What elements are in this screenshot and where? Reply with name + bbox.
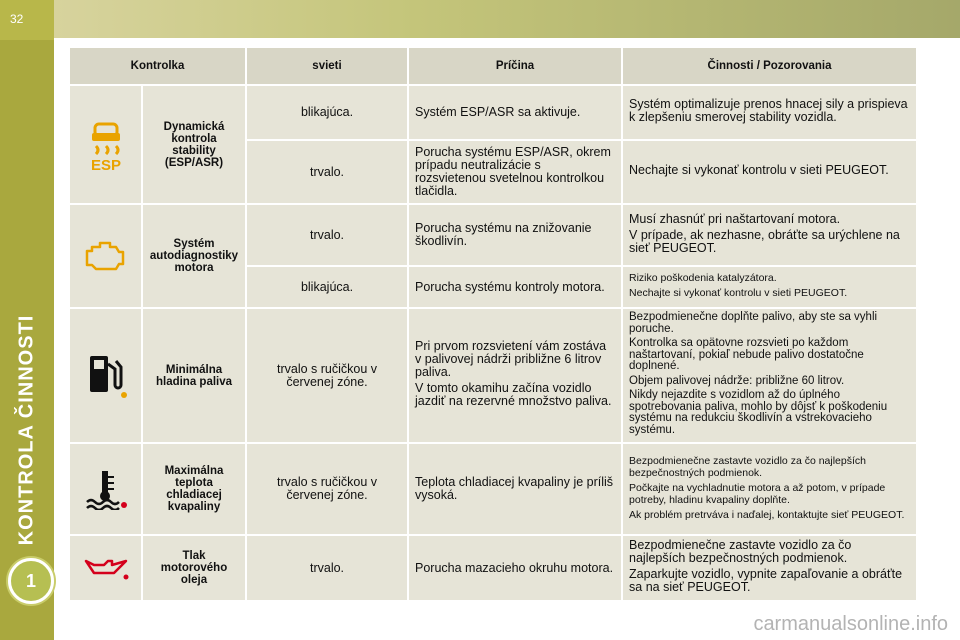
state-cell: trvalo. xyxy=(246,535,408,601)
action-text: V prípade, ak nezhasne, obráťte sa urýchlene na sieť PEUGEOT. xyxy=(629,227,900,255)
header-band xyxy=(54,0,960,38)
coolant-temperature-icon xyxy=(70,468,141,510)
action-text: Systém optimalizuje prenos hnacej sily a prispieva k zlepšeniu smerovej stability vozidla. xyxy=(629,97,908,124)
icon-cell xyxy=(69,443,142,535)
action-cell xyxy=(622,204,917,266)
icon-cell xyxy=(69,85,142,204)
action-cell xyxy=(622,85,917,140)
state-cell: trvalo s ručičkou v červenej zóne. xyxy=(246,308,408,443)
action-cell xyxy=(622,266,917,308)
engine-icon xyxy=(70,239,141,273)
state-cell: trvalo. xyxy=(246,140,408,204)
table-row xyxy=(69,535,917,601)
action-cell xyxy=(622,443,917,535)
action-text: Musí zhasnúť pri naštartovaní motora. xyxy=(629,211,841,226)
svg-text:ESP: ESP xyxy=(90,156,121,172)
icon-cell xyxy=(69,308,142,443)
watermark: carmanualsonline.info xyxy=(753,613,948,635)
cause-cell: Porucha systému na znižovanie škodlivín. xyxy=(408,204,622,266)
page-number: 32 xyxy=(10,12,24,26)
action-text: Riziko poškodenia katalyzátora. xyxy=(629,272,777,284)
action-text: Nechajte si vykonať kontrolu v sieti PEUGEOT. xyxy=(629,163,889,177)
state-cell: trvalo s ručičkou v červenej zóne. xyxy=(246,443,408,535)
chapter-sidebar xyxy=(0,0,54,640)
chapter-title: KONTROLA ČINNOSTI xyxy=(15,314,38,546)
icon-cell xyxy=(69,535,142,601)
action-text: Bezpodmienečne doplňte palivo, aby ste sa vyhli poruche. xyxy=(629,311,878,335)
state-cell: blikajúca. xyxy=(246,85,408,140)
esp-icon xyxy=(70,118,141,172)
header-kontrolka: Kontrolka xyxy=(69,47,246,85)
action-cell xyxy=(622,308,917,443)
table-row xyxy=(69,443,917,535)
action-text: Bezpodmienečne zastavte vozidlo za čo najlepších bezpečnostných podmienok. xyxy=(629,454,866,479)
header-svieti: svieti xyxy=(246,47,408,85)
light-name: Systém autodiagnostiky motora xyxy=(142,204,246,308)
state-cell: blikajúca. xyxy=(246,266,408,308)
page-number-box xyxy=(0,0,54,40)
cause-cell: Systém ESP/ASR sa aktivuje. xyxy=(408,85,622,140)
cause-cell: Teplota chladiacej kvapaliny je príliš vysoká. xyxy=(408,443,622,535)
icon-cell xyxy=(69,204,142,308)
light-name: Maximálna teplota chladiacej kvapaliny xyxy=(142,443,246,535)
table-header-row xyxy=(69,47,917,85)
state-cell: trvalo. xyxy=(246,204,408,266)
table-row xyxy=(69,204,917,266)
action-text: Ak problém pretrváva i naďalej, kontaktujte sieť PEUGEOT. xyxy=(629,508,905,521)
action-text: Nechajte si vykonať kontrolu v sieti PEUGEOT. xyxy=(629,287,848,299)
cause-text: V tomto okamihu začína vozidlo jazdiť na rezervné množstvo paliva. xyxy=(415,381,612,408)
fuel-pump-icon xyxy=(70,352,141,400)
action-text: Nikdy nejazdite s vozidlom až do úplného spotrebovania paliva, mohlo by dôjsť k poškodeniu systému na redukciu škodlivín a vstrekovacieho systému. xyxy=(629,389,888,436)
action-cell xyxy=(622,535,917,601)
chapter-number: 1 xyxy=(25,571,36,591)
header-pricina: Príčina xyxy=(408,47,622,85)
header-cinnosti: Činnosti / Pozorovania xyxy=(622,47,917,85)
cause-cell: Porucha mazacieho okruhu motora. xyxy=(408,535,622,601)
cause-cell: Porucha systému kontroly motora. xyxy=(408,266,622,308)
action-text: Kontrolka sa opätovne rozsvieti po každom naštartovaní, pokiaľ nebude palivo dostatočne doplnené. xyxy=(629,337,864,372)
light-name: Tlak motorového oleja xyxy=(142,535,246,601)
action-text: Počkajte na vychladnutie motora a až potom, v prípade potreby, hladinu kvapaliny doplňte. xyxy=(629,481,886,506)
cause-cell: Porucha systému ESP/ASR, okrem prípadu neutralizácie s rozsvietenou svetelnou kontrolkou tlačidla. xyxy=(408,140,622,204)
action-text: Zaparkujte vozidlo, vypnite zapaľovanie a obráťte sa na sieť PEUGEOT. xyxy=(629,567,903,594)
oil-can-icon xyxy=(70,553,141,583)
action-text: Objem palivovej nádrže: približne 60 litrov. xyxy=(629,374,845,387)
chapter-badge xyxy=(8,558,54,604)
light-name: Minimálna hladina paliva xyxy=(142,308,246,443)
cause-text: Pri prvom rozsvietení vám zostáva v palivovej nádrži približne 6 litrov paliva. xyxy=(415,339,607,379)
action-cell xyxy=(622,140,917,204)
cause-cell xyxy=(408,308,622,443)
table-row xyxy=(69,85,917,140)
table-row xyxy=(69,308,917,443)
warning-lights-table-container xyxy=(68,46,916,602)
action-text: Bezpodmienečne zastavte vozidlo za čo najlepších bezpečnostných podmienok. xyxy=(629,538,852,565)
light-name: Dynamická kontrola stability (ESP/ASR) xyxy=(142,85,246,204)
warning-lights-table xyxy=(68,46,918,602)
